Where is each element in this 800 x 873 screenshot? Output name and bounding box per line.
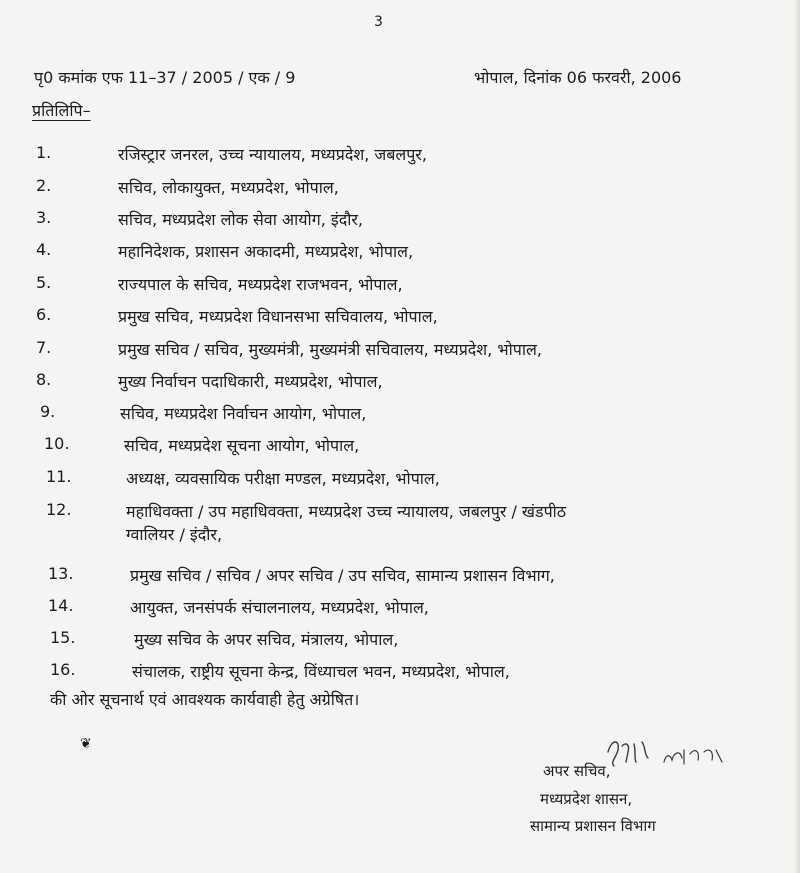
item-number: 4. bbox=[36, 240, 52, 259]
item-number: 16. bbox=[50, 660, 76, 679]
item-text: आयुक्त, जनसंपर्क संचालनालय, मध्यप्रदेश, भोपाल, bbox=[130, 598, 429, 617]
item-number: 2. bbox=[36, 176, 52, 195]
item-text: मुख्य निर्वाचन पदाधिकारी, मध्यप्रदेश, भोपाल, bbox=[118, 372, 383, 391]
item-number: 7. bbox=[36, 338, 52, 357]
item-text: अध्यक्ष, व्यवसायिक परीक्षा मण्डल, मध्यप्रदेश, भोपाल, bbox=[126, 469, 440, 488]
item-number: 1. bbox=[36, 143, 52, 162]
signatory-designation: अपर सचिव, bbox=[543, 762, 611, 780]
item-number: 15. bbox=[50, 628, 76, 647]
margin-mark-icon: ❦ bbox=[80, 736, 92, 752]
item-text: प्रमुख सचिव, मध्यप्रदेश विधानसभा सचिवालय, भोपाल, bbox=[118, 307, 438, 326]
item-number: 3. bbox=[36, 208, 52, 227]
signatory-government: मध्यप्रदेश शासन, bbox=[540, 790, 633, 808]
item-text: संचालक, राष्ट्रीय सूचना केन्द्र, विंध्याचल भवन, मध्यप्रदेश, भोपाल, bbox=[132, 662, 510, 681]
scan-edge bbox=[794, 0, 800, 873]
item-text: सचिव, मध्यप्रदेश सूचना आयोग, भोपाल, bbox=[124, 436, 360, 455]
item-number: 11. bbox=[46, 467, 72, 486]
item-number: 6. bbox=[36, 305, 52, 324]
item-text: सचिव, मध्यप्रदेश निर्वाचन आयोग, भोपाल, bbox=[120, 404, 367, 423]
item-text: सचिव, लोकायुक्त, मध्यप्रदेश, भोपाल, bbox=[118, 178, 339, 197]
place-date: भोपाल, दिनांक 06 फरवरी, 2006 bbox=[474, 68, 682, 87]
item-text: प्रमुख सचिव / सचिव, मुख्यमंत्री, मुख्यमंत्री सचिवालय, मध्यप्रदेश, भोपाल, bbox=[118, 340, 542, 359]
item-text: सचिव, मध्यप्रदेश लोक सेवा आयोग, इंदौर, bbox=[118, 210, 364, 229]
item-text: राज्यपाल के सचिव, मध्यप्रदेश राजभवन, भोपाल, bbox=[118, 275, 403, 294]
page-number: 3 bbox=[374, 14, 383, 30]
reference-number: पृ0 कमांक एफ 11–37 / 2005 / एक / 9 bbox=[34, 68, 296, 87]
copy-heading: प्रतिलिपि– bbox=[32, 101, 91, 120]
item-number: 12. bbox=[46, 500, 72, 519]
item-text-continued: ग्वालियर / इंदौर, bbox=[126, 525, 223, 544]
item-number: 13. bbox=[48, 564, 74, 583]
item-number: 9. bbox=[40, 402, 56, 421]
item-text: प्रमुख सचिव / सचिव / अपर सचिव / उप सचिव, सामान्य प्रशासन विभाग, bbox=[130, 566, 555, 585]
item-text: रजिस्ट्रार जनरल, उच्च न्यायालय, मध्यप्रदेश, जबलपुर, bbox=[118, 145, 427, 164]
item-number: 5. bbox=[36, 273, 52, 292]
item-text: महानिदेशक, प्रशासन अकादमी, मध्यप्रदेश, भोपाल, bbox=[118, 242, 414, 261]
signature-icon bbox=[600, 732, 730, 774]
signatory-department: सामान्य प्रशासन विभाग bbox=[530, 817, 656, 835]
closing-line: की ओर सूचनार्थ एवं आवश्यक कार्यवाही हेतु अग्रेषित। bbox=[50, 690, 360, 709]
item-text: महाधिवक्ता / उप महाधिवक्ता, मध्यप्रदेश उच्च न्यायालय, जबलपुर / खंडपीठ bbox=[126, 502, 567, 521]
item-text: मुख्य सचिव के अपर सचिव, मंत्रालय, भोपाल, bbox=[134, 630, 399, 649]
item-number: 10. bbox=[44, 434, 70, 453]
item-number: 8. bbox=[36, 370, 52, 389]
item-number: 14. bbox=[48, 596, 74, 615]
